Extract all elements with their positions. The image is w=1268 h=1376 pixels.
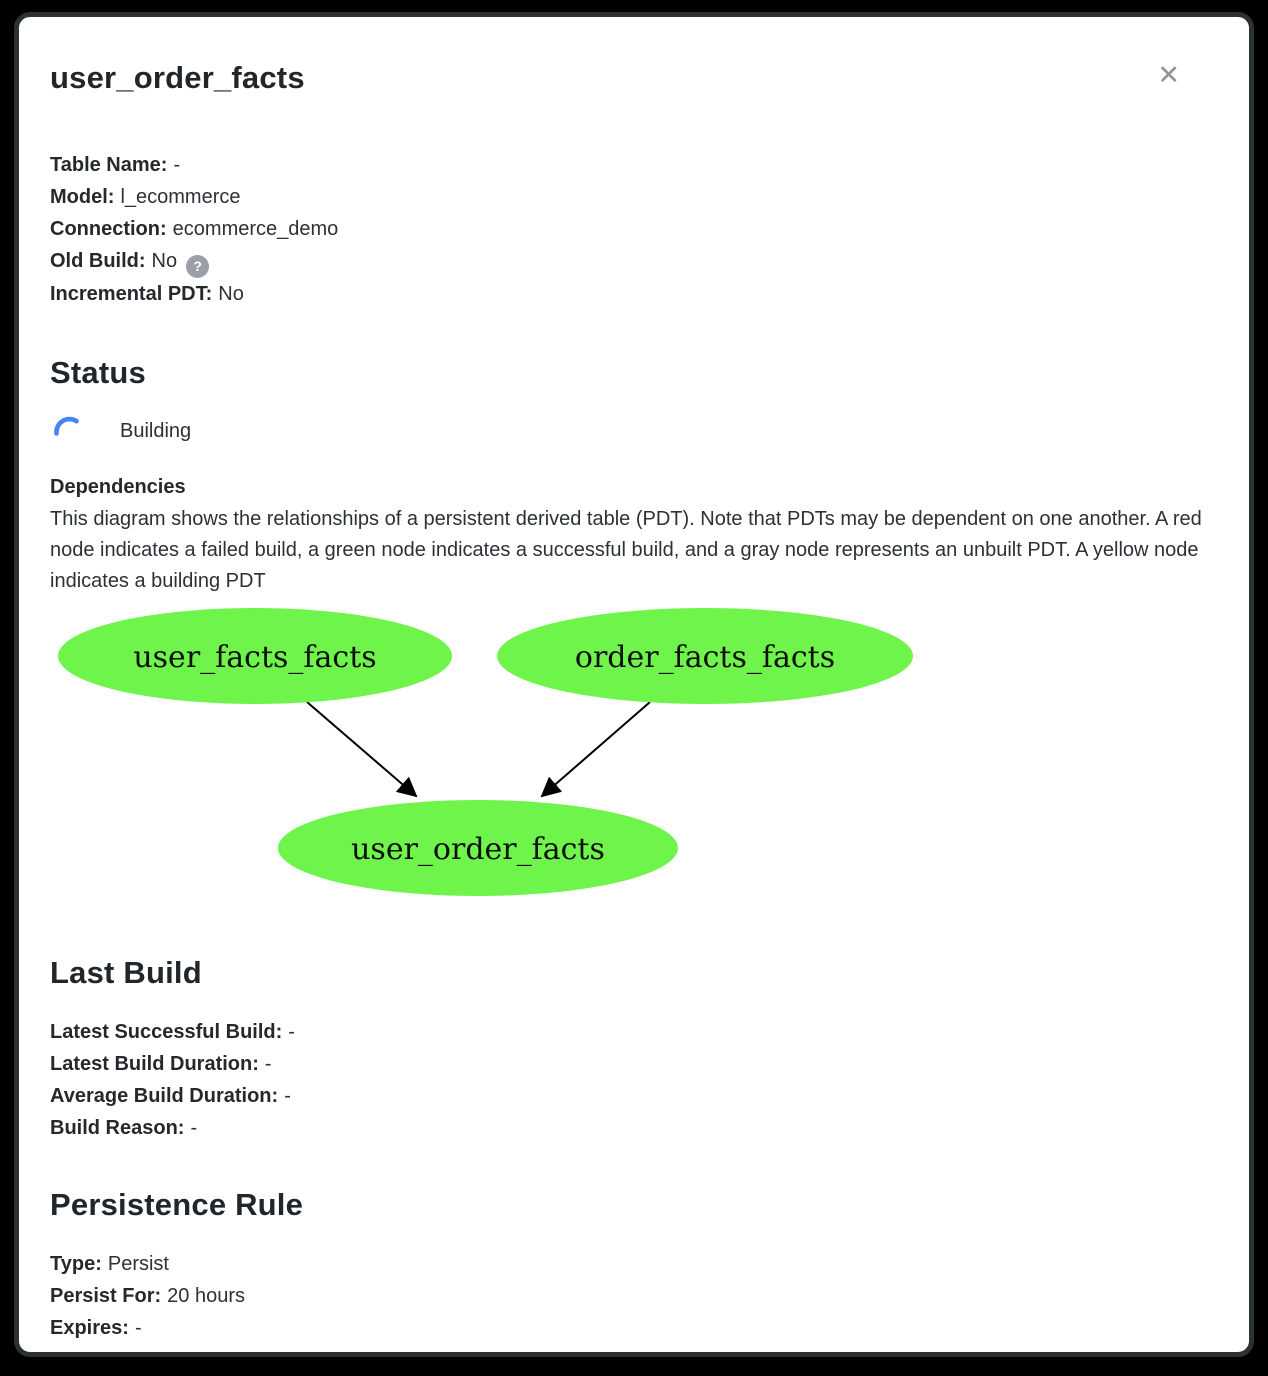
pdt-metadata	[50, 149, 1218, 310]
incremental-pdt-value: No	[218, 282, 244, 305]
panel-header	[50, 57, 1218, 99]
node-order-facts-facts-label: order_facts_facts	[574, 640, 836, 676]
edge-order-facts-to-user-order	[542, 702, 650, 796]
building-spinner-icon	[52, 415, 86, 449]
build-reason-value: -	[190, 1117, 198, 1140]
latest-build-duration-label: Latest Build Duration:	[50, 1053, 259, 1076]
table-name-value: -	[173, 154, 181, 176]
incremental-pdt-row	[50, 278, 1218, 310]
node-user-facts-facts-label: user_facts_facts	[133, 640, 377, 676]
connection-label: Connection:	[50, 218, 167, 240]
connection-value: ecommerce_demo	[172, 218, 339, 240]
incremental-pdt-label: Incremental PDT:	[50, 282, 213, 305]
build-reason-row	[50, 1112, 1218, 1144]
old-build-label: Old Build:	[50, 250, 146, 272]
last-build-heading: Last Build	[50, 955, 202, 991]
persist-for-row	[50, 1280, 1218, 1312]
model-row	[50, 181, 1218, 213]
connection-row	[50, 213, 1218, 245]
average-build-duration-label: Average Build Duration:	[50, 1085, 279, 1108]
model-value: l_ecommerce	[120, 186, 241, 208]
model-label: Model:	[50, 186, 115, 208]
table-name-row	[50, 149, 1218, 181]
table-name-label: Table Name:	[50, 154, 168, 176]
build-reason-label: Build Reason:	[50, 1117, 185, 1140]
expires-label: Expires:	[50, 1317, 129, 1340]
persistence-rule-heading: Persistence Rule	[50, 1187, 304, 1223]
average-build-duration-row	[50, 1080, 1218, 1112]
type-label: Type:	[50, 1253, 102, 1276]
page-title: user_order_facts	[50, 60, 305, 95]
dependencies-heading: Dependencies	[50, 475, 186, 498]
edge-user-facts-to-user-order	[307, 702, 416, 796]
type-value: Persist	[107, 1253, 169, 1276]
latest-build-duration-row	[50, 1048, 1218, 1080]
old-build-value: No	[151, 250, 178, 272]
expires-value: -	[134, 1317, 142, 1340]
last-build-rows	[50, 1016, 1218, 1144]
status-state-text: Building	[120, 420, 192, 442]
pdt-detail-panel	[14, 12, 1254, 1357]
latest-successful-build-value: -	[288, 1021, 295, 1044]
persist-for-value: 20 hours	[167, 1285, 245, 1308]
dependency-diagram	[50, 598, 930, 898]
dependencies-description: This diagram shows the relationships of a persistent derived table (PDT). Note that PDTs may be dependent on one another. A red node indicates a failed build, a green node indicates a successful build, and a gray node represents an unbuilt PDT. A yellow node indicates a building PDT	[50, 507, 1202, 593]
type-row	[50, 1248, 1218, 1280]
persist-for-label: Persist For:	[50, 1285, 162, 1308]
latest-build-duration-value: -	[264, 1053, 272, 1076]
help-icon[interactable]: ?	[186, 255, 209, 278]
average-build-duration-value: -	[284, 1085, 291, 1108]
status-row	[50, 414, 1218, 450]
latest-successful-build-row	[50, 1016, 1218, 1048]
status-heading: Status	[50, 354, 146, 390]
expires-row	[50, 1312, 1218, 1344]
close-icon[interactable]: ✕	[1157, 60, 1180, 91]
latest-successful-build-label: Latest Successful Build:	[50, 1021, 283, 1044]
persistence-rule-rows	[50, 1248, 1218, 1344]
old-build-row	[50, 245, 1218, 278]
node-user-order-facts-label: user_order_facts	[351, 832, 605, 868]
